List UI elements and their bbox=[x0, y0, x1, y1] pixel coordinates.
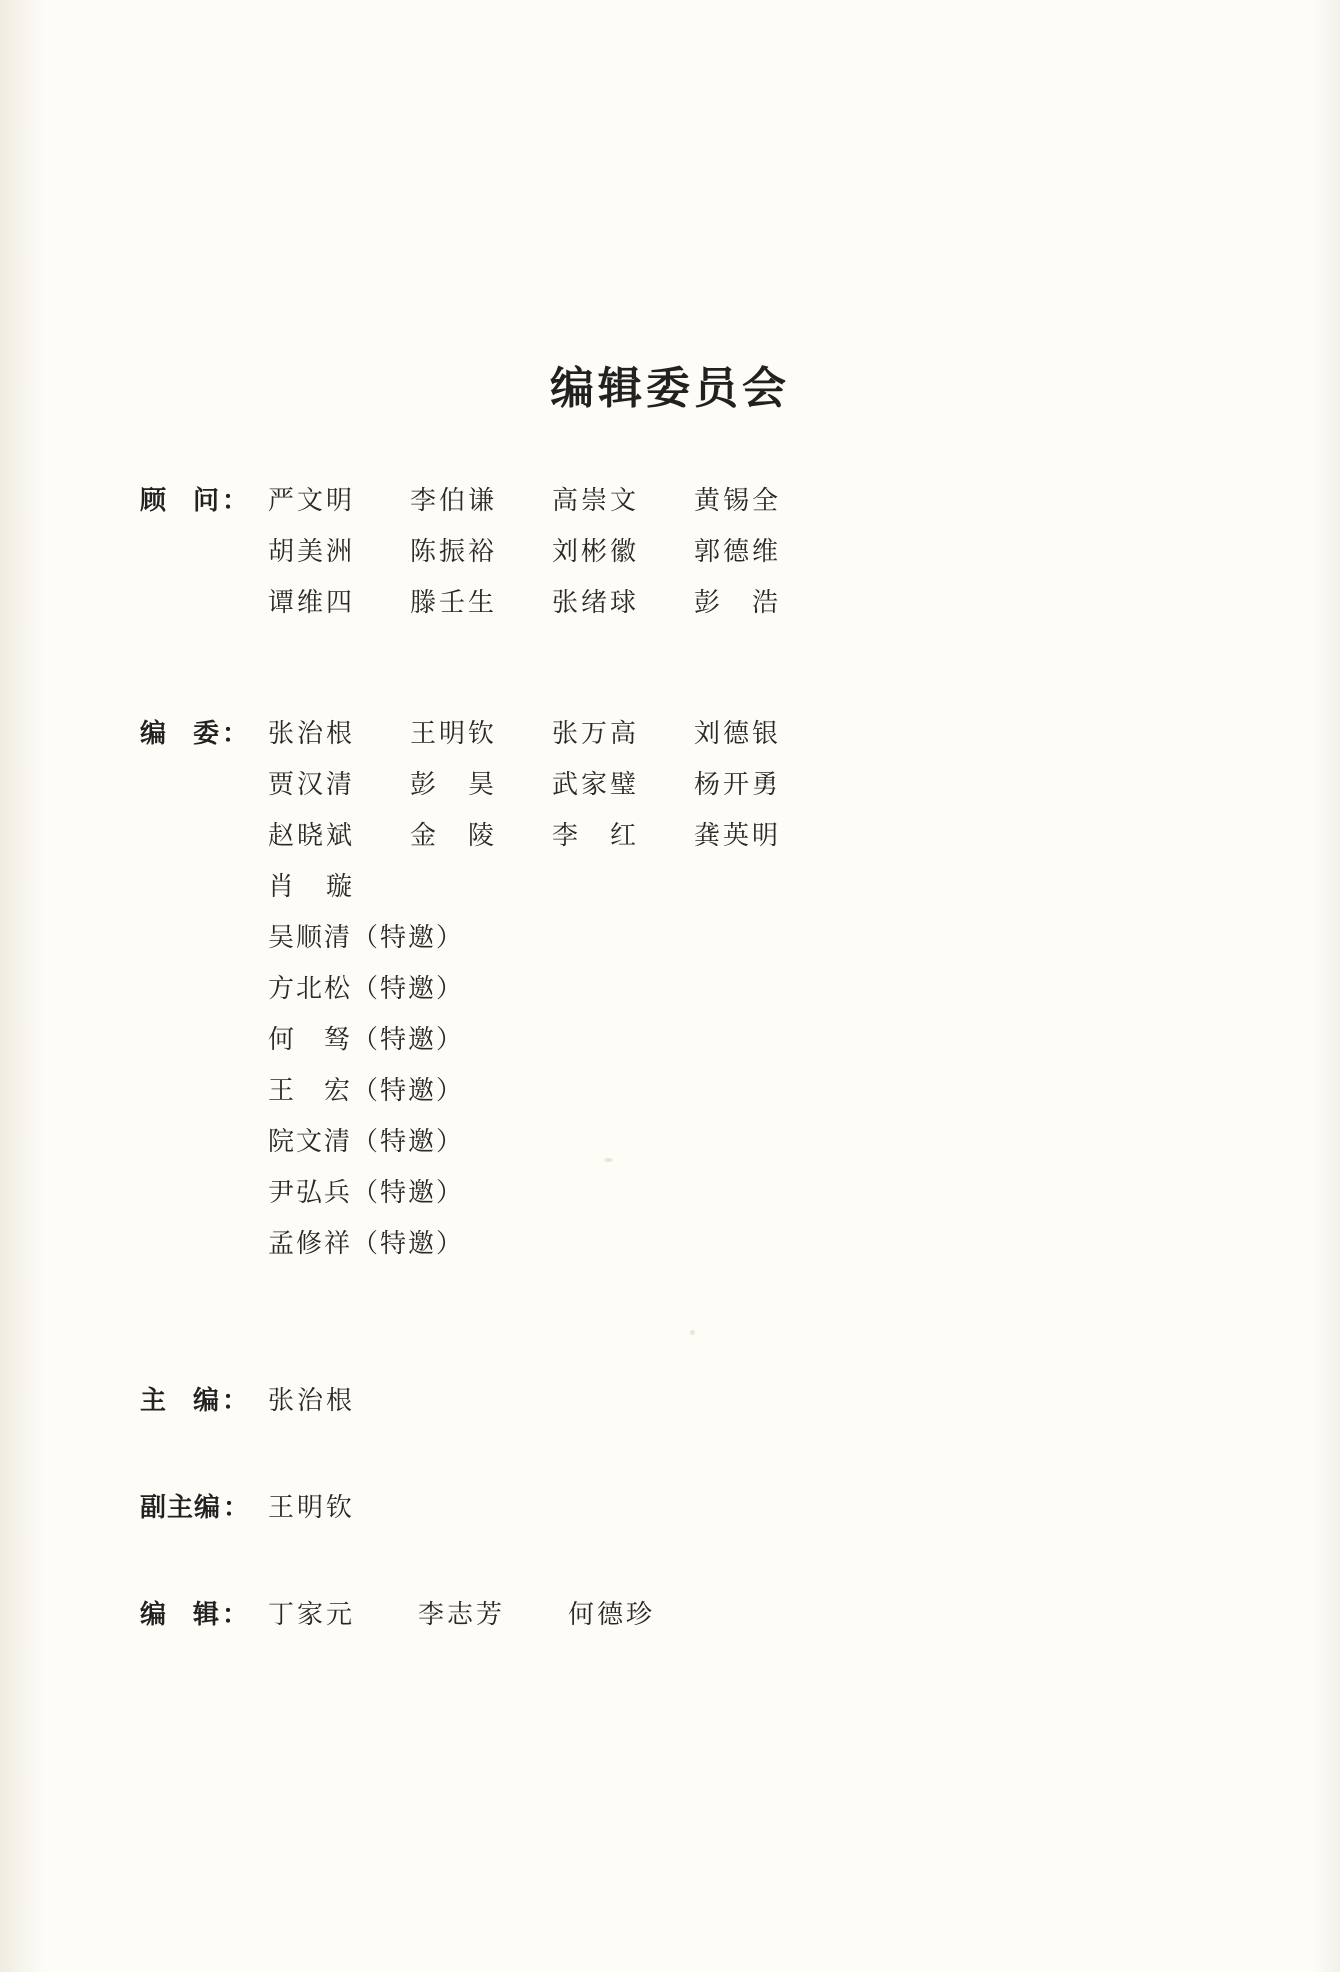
paper-speck bbox=[604, 1158, 613, 1162]
name-item-special: 孟修祥（特邀） bbox=[268, 1229, 465, 1259]
name-item-special: 院文清（特邀） bbox=[268, 1127, 465, 1157]
section-row bbox=[140, 713, 1200, 750]
name-item-special: 王 宏（特邀） bbox=[268, 1076, 465, 1106]
name-item: 李伯谦 bbox=[410, 486, 498, 516]
name-item: 何德珍 bbox=[568, 1600, 656, 1630]
name-item: 武家璧 bbox=[552, 770, 640, 800]
name-item-special: 尹弘兵（特邀） bbox=[268, 1178, 465, 1208]
section-row-special bbox=[140, 1070, 1200, 1107]
name-row bbox=[268, 531, 1200, 568]
name-row bbox=[268, 815, 1200, 852]
name-item: 彭 昊 bbox=[410, 770, 498, 800]
name-item: 张治根 bbox=[268, 1386, 356, 1416]
section-row-special bbox=[140, 968, 1200, 1005]
name-item: 滕壬生 bbox=[410, 588, 498, 618]
paper-speck bbox=[690, 1330, 695, 1335]
section-label-chief-editor: 主 编： bbox=[140, 1386, 250, 1416]
name-row bbox=[268, 1487, 1200, 1524]
name-item: 金 陵 bbox=[410, 821, 498, 851]
name-row bbox=[268, 1380, 1200, 1417]
section-label-deputy-editor: 副主编： bbox=[140, 1493, 251, 1523]
name-item: 杨开勇 bbox=[694, 770, 782, 800]
name-row bbox=[268, 764, 1200, 801]
section-row-special bbox=[140, 1121, 1200, 1158]
name-item: 张万高 bbox=[552, 719, 640, 749]
name-row bbox=[268, 713, 1200, 750]
name-item: 赵晓斌 bbox=[268, 821, 356, 851]
section-row bbox=[140, 480, 1200, 517]
section-row bbox=[140, 764, 1200, 801]
section-row bbox=[140, 582, 1200, 619]
section-row bbox=[140, 815, 1200, 852]
name-row bbox=[268, 1070, 1200, 1107]
section-row bbox=[140, 1487, 1200, 1524]
section-row-special bbox=[140, 1019, 1200, 1056]
name-item: 胡美洲 bbox=[268, 537, 356, 567]
section-advisors bbox=[140, 480, 1200, 633]
name-item: 龚英明 bbox=[694, 821, 782, 851]
name-item: 丁家元 bbox=[268, 1600, 356, 1630]
name-item: 张绪球 bbox=[552, 588, 640, 618]
name-item-special: 方北松（特邀） bbox=[268, 974, 465, 1004]
name-item: 谭维四 bbox=[268, 588, 356, 618]
name-row bbox=[268, 582, 1200, 619]
section-row bbox=[140, 1380, 1200, 1417]
page-title: 编辑委员会 bbox=[550, 363, 790, 414]
name-item: 刘彬徽 bbox=[552, 537, 640, 567]
name-row bbox=[268, 917, 1200, 954]
name-item: 刘德银 bbox=[694, 719, 782, 749]
name-row bbox=[268, 866, 1200, 903]
name-row bbox=[268, 968, 1200, 1005]
section-row-special bbox=[140, 917, 1200, 954]
section-editors bbox=[140, 1594, 1200, 1641]
name-item: 李志芳 bbox=[418, 1600, 506, 1630]
section-row bbox=[140, 1594, 1200, 1631]
section-label-advisors: 顾 问： bbox=[140, 486, 250, 516]
name-item-special: 何 驽（特邀） bbox=[268, 1025, 465, 1055]
section-deputy-editor bbox=[140, 1487, 1200, 1534]
name-row bbox=[268, 1172, 1200, 1209]
name-row bbox=[268, 1594, 1200, 1631]
name-item: 黄锡全 bbox=[694, 486, 782, 516]
section-row bbox=[140, 866, 1200, 903]
name-item: 李 红 bbox=[552, 821, 640, 851]
section-chief-editor bbox=[140, 1380, 1200, 1427]
section-row-special bbox=[140, 1223, 1200, 1260]
name-item: 贾汉清 bbox=[268, 770, 356, 800]
name-item: 肖 璇 bbox=[268, 872, 356, 902]
name-item: 张治根 bbox=[268, 719, 356, 749]
name-item: 彭 浩 bbox=[694, 588, 782, 618]
name-item: 郭德维 bbox=[694, 537, 782, 567]
name-row bbox=[268, 1019, 1200, 1056]
name-item-special: 吴顺清（特邀） bbox=[268, 923, 465, 953]
name-row bbox=[268, 480, 1200, 517]
name-item: 高崇文 bbox=[552, 486, 640, 516]
name-item: 陈振裕 bbox=[410, 537, 498, 567]
section-label-editors: 编 辑： bbox=[140, 1600, 250, 1630]
section-label-members: 编 委： bbox=[140, 719, 250, 749]
name-item: 王明钦 bbox=[410, 719, 498, 749]
section-row-special bbox=[140, 1172, 1200, 1209]
name-item: 严文明 bbox=[268, 486, 356, 516]
name-row bbox=[268, 1223, 1200, 1260]
section-editorial-members bbox=[140, 713, 1200, 1274]
name-item: 王明钦 bbox=[268, 1493, 356, 1523]
name-row bbox=[268, 1121, 1200, 1158]
section-row bbox=[140, 531, 1200, 568]
